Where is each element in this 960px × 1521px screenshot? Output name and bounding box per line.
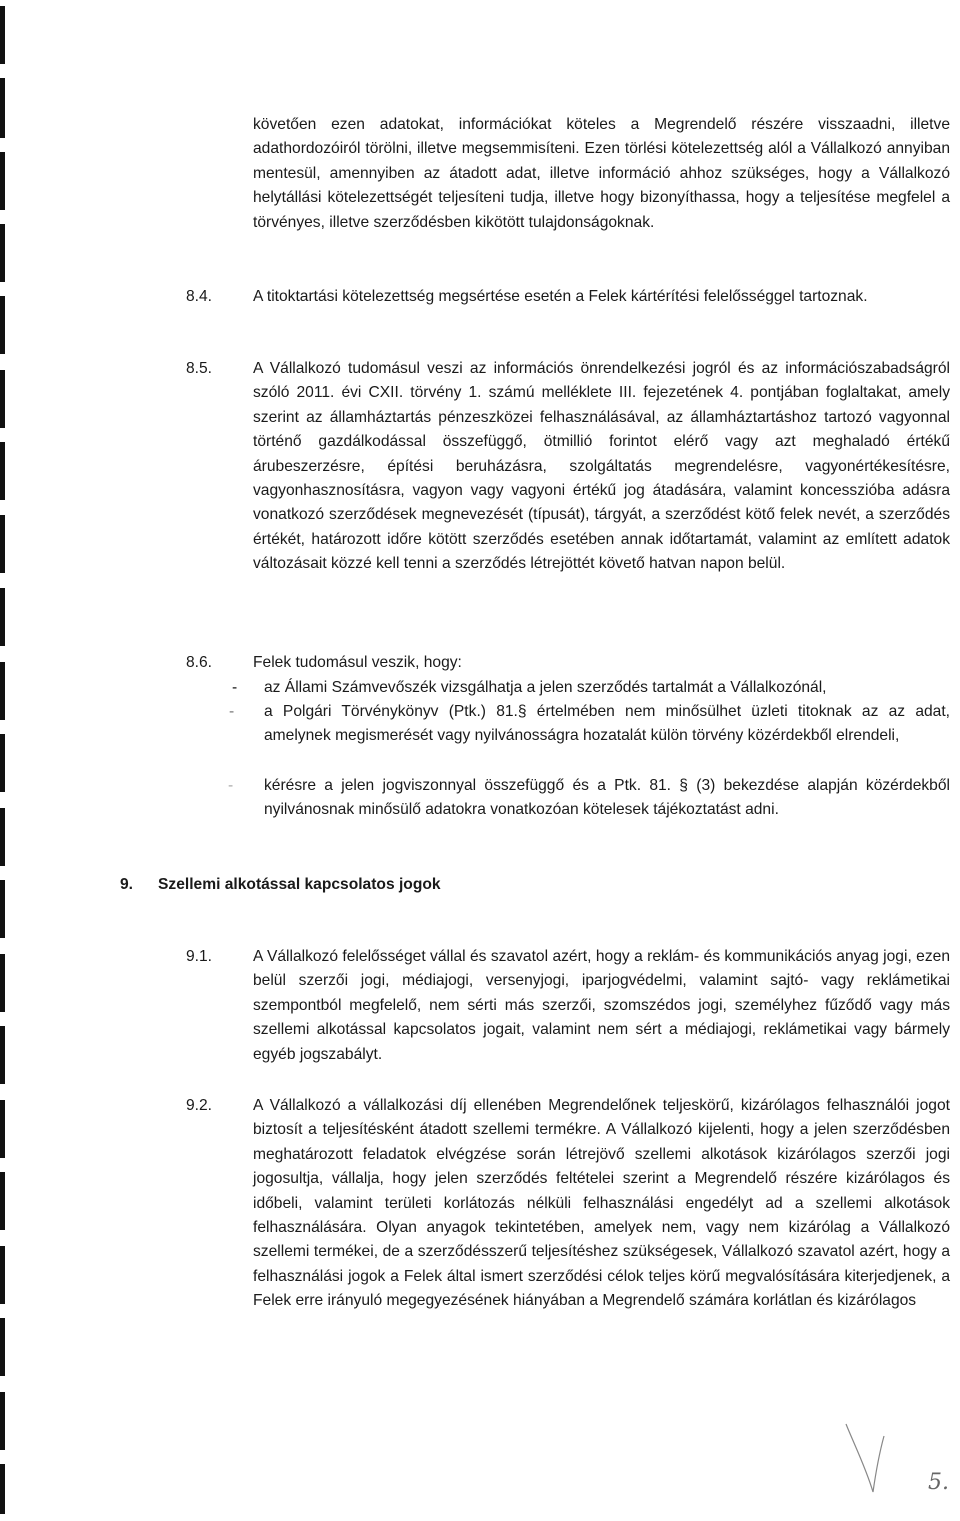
handwritten-initial (840, 1420, 890, 1500)
binding-mark (0, 78, 5, 138)
bullet-marker: - (232, 679, 238, 696)
binding-mark (0, 224, 5, 282)
binding-mark (0, 515, 5, 573)
bullet-item: az Állami Számvevőszék vizsgálhatja a jelen szerződés tartalmát a Vállalkozónál, (264, 679, 827, 696)
binding-mark (0, 1392, 5, 1450)
clause-8-4-text: A titoktartási kötelezettség megsértése esetén a Felek kártérítési felelősséggel tartoznak. (253, 288, 868, 305)
clause-8-6-intro: Felek tudomásul veszik, hogy: (253, 654, 462, 671)
binding-mark (0, 442, 5, 500)
bullet-marker: - (228, 777, 234, 794)
continuation-paragraph: követően ezen adatokat, információkat köteles a Megrendelő részére visszaadni, illetve adathordozóiról törölni, illetve megsemmisíteni. Ezen törlési kötelezettség alól a Vállalkozó annyiban mentesül, amennyiben az átadott adat, illetve információ ahhoz szükséges, hogy a Vállalkozó helytállási kötelezettségét teljesíteni tudja, illetve hogy bizonyíthassa, hogy a teljesítése megfelel a törvényes, illetve szerződésben kikötött tulajdonságoknak. (253, 116, 950, 231)
clause-number-8-6: 8.6. (186, 654, 213, 671)
binding-mark (0, 1464, 5, 1514)
page-number: 5. (928, 1470, 949, 1495)
clause-number-8-4: 8.4. (186, 288, 213, 305)
binding-mark (0, 954, 5, 1012)
clause-number-9-1: 9.1. (186, 948, 213, 965)
clause-9-2-text: A Vállalkozó a vállalkozási díj ellenében Megrendelőnek teljeskörű, kizárólagos felhasználói jogot biztosít a teljesítésként átadott szellemi termékre. A Vállalkozó kijelenti, hogy a jelen szerződésben meghatározott feladatok elvégzése során létrejövő szellemi alkotások kizárólagos szerzői jogi jogosultja, vállalja, hogy jelen szerződés feltételei szerint a Megrendelő részére kizárólagos és időbeli, valamint területi korlátozás nélküli felhasználási engedélyt ad a szellemi alkotások felhasználására. Olyan anyagok tekintetében, amelyek nem, vagy nem kizárólag a Vállalkozó szellemi termékei, de a szerződésszerű teljesítéshez szükségesek, Vállalkozó szavatol azért, hogy a felhasználási jogok a Felek által ismert szerződési célok teljes körű megvalósítására kiterjedjenek, a Felek erre irányuló megegyezésének hiányában a Megrendelő számára korlátlan és kizárólagos (253, 1097, 950, 1310)
binding-mark (0, 296, 5, 354)
bullet-item: kérésre a jelen jogviszonnyal összefüggő és a Ptk. 81. § (3) bekezdése alapján közérdekből nyilvánosnak minősülő adatokra vonatkozóan kötelesek tájékoztatást adni. (264, 777, 950, 819)
bullet-marker: - (229, 703, 235, 720)
binding-mark (0, 1172, 5, 1230)
section-number: 9. (120, 876, 134, 893)
binding-mark (0, 1100, 5, 1158)
binding-mark (0, 588, 5, 646)
binding-mark (0, 880, 5, 938)
section-heading (120, 873, 441, 897)
binding-mark (0, 808, 5, 866)
binding-mark (0, 152, 5, 210)
clause-number-8-5: 8.5. (186, 360, 213, 377)
binding-mark (0, 1026, 5, 1084)
section-title: Szellemi alkotással kapcsolatos jogok (158, 876, 441, 893)
binding-mark (0, 6, 5, 64)
clause-8-5-text: A Vállalkozó tudomásul veszi az információs önrendelkezési jogról és az információszabadságról szóló 2011. évi CXII. törvény 1. számú melléklete III. fejezetének 4. pontjában foglaltakat, amely szerint az államháztartás pénzeszközei felhasználásával, az államháztartáshoz tartozó vagyonnal történő gazdálkodással összefüggő, ötmillió forintot elérő vagy azt meghaladó értékű árubeszerzésre, építési beruházásra, szolgáltatás megrendelésre, vagyonértékesítésre, vagyonhasznosításra, vagyon vagy vagyoni értékű jog átadására, valamint koncesszióba adásra vonatkozó szerződések megnevezését (típusát), tárgyát, a szerződést kötő felek nevét, a szerződés értékét, határozott időre kötött szerződés esetében annak időtartamát, valamint az említett adatok változásait közzé kell tenni a szerződés létrejöttét követő hatvan napon belül. (253, 360, 950, 573)
clause-number-9-2: 9.2. (186, 1097, 213, 1114)
binding-mark (0, 370, 5, 428)
binding-mark (0, 734, 5, 792)
binding-mark (0, 662, 5, 720)
binding-mark (0, 1318, 5, 1376)
bullet-item: a Polgári Törvénykönyv (Ptk.) 81.§ értelmében nem minősülhet üzleti titoknak az az adat, amelynek megismerését vagy nyilvánosságra hozatalát külön törvény közérdekből elrendeli, (264, 703, 950, 745)
binding-mark (0, 1246, 5, 1304)
clause-9-1-text: A Vállalkozó felelősséget vállal és szavatol azért, hogy a reklám- és kommunikációs anyag jogi, ezen belül szerzői jogi, médiajogi, versenyjogi, iparjogvédelmi, valamint sajtó- vagy reklámetikai szempontból megfelelő, nem sérti más szerzői, szomszédos jogi, személyhez fűződő vagy más szellemi alkotással kapcsolatos jogait, valamint nem sért a médiajogi, reklámetikai vagy bármely egyéb jogszabályt. (253, 948, 950, 1063)
